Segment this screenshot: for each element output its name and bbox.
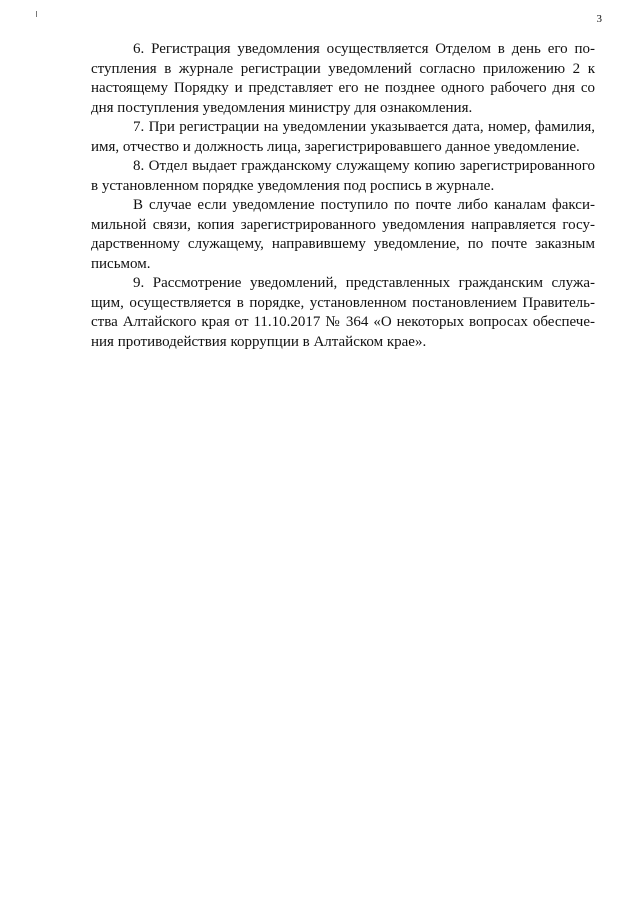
paragraph-item-9: 9. Рассмотрение уведомлений, представленных гражданским служащим, осуществляется в порядке, установленном постановлением Правительства Алтайского края от 11.10.2017 № 364 «О некоторых вопросах обеспечения противодействия коррупции в Алтайском крае». <box>91 275 595 350</box>
paragraph-item-7: 7. При регистрации на уведомлении указывается дата, номер, фамилия, имя, отчество и должность лица, зарегистрировавшего данное уведомление. <box>91 119 595 155</box>
paragraph-item-8: 8. Отдел выдает гражданскому служащему копию зарегистрированного в установленном порядке уведомления под роспись в журнале. <box>91 158 595 194</box>
paragraph-item-8-continued: В случае если уведомление поступило по почте либо каналам факсимильной связи, копия зарегистрированного уведомления направляется государственному служащему, направившему уведомление, по почте заказным письмом. <box>91 197 595 272</box>
document-body <box>91 40 595 352</box>
scan-artifact <box>36 11 37 17</box>
page-number: 3 <box>596 13 602 25</box>
paragraph-item-6: 6. Регистрация уведомления осуществляется Отделом в день его поступления в журнале регистрации уведомлений согласно приложению 2 к настоящему Порядку и представляет его не позднее одного рабочего дня со дня поступления уведомления министру для ознакомления. <box>91 41 595 116</box>
